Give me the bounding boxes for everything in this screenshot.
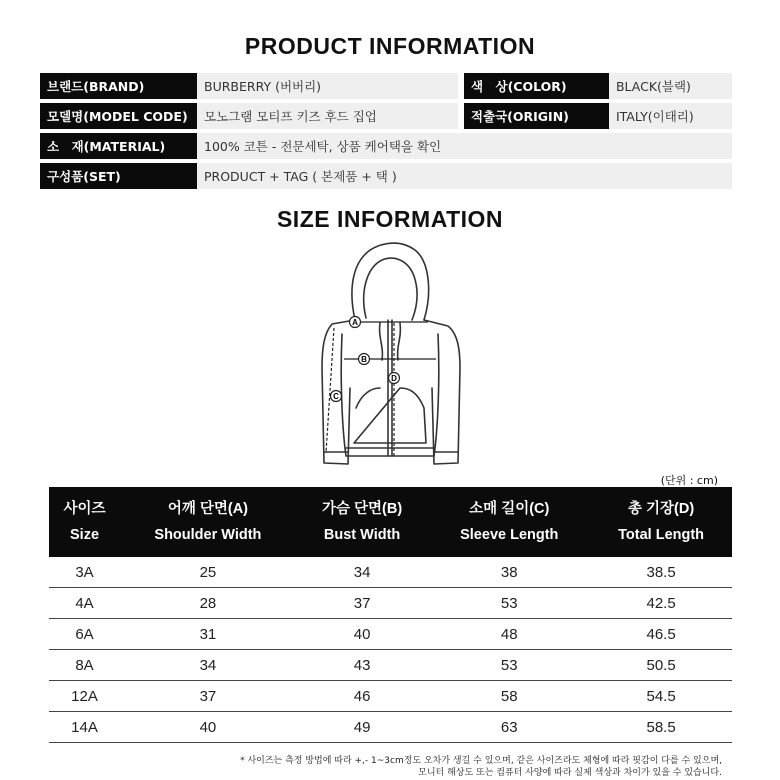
material-value: 100% 코튼 - 전문세탁, 상품 케어택을 확인 [197, 131, 732, 161]
table-row [49, 681, 732, 712]
table-row [49, 712, 732, 743]
cell-size: 3A [49, 557, 120, 588]
cell-sleeve: 58 [428, 681, 590, 712]
table-row [49, 619, 732, 650]
cell-bust: 43 [296, 650, 429, 681]
cell-total: 54.5 [590, 681, 732, 712]
marker-a-label: A [352, 318, 358, 327]
cell-sleeve: 48 [428, 619, 590, 650]
cell-shoulder: 31 [120, 619, 296, 650]
brand-label: 브랜드(BRAND) [40, 73, 197, 101]
info-row-model [40, 101, 732, 131]
size-table-header [49, 487, 732, 557]
cell-total: 50.5 [590, 650, 732, 681]
cell-total: 42.5 [590, 588, 732, 619]
size-table [49, 487, 732, 743]
cell-sleeve: 63 [428, 712, 590, 743]
table-row [49, 557, 732, 588]
header-total-length: 총 기장(D) Total Length [590, 487, 732, 557]
cell-size: 6A [49, 619, 120, 650]
header-sleeve: 소매 길이(C) Sleeve Length [428, 487, 590, 557]
hoodie-size-diagram [300, 238, 480, 470]
size-information-title: SIZE INFORMATION [276, 206, 504, 232]
model-value: 모노그램 모티프 키즈 후드 집업 [197, 101, 458, 131]
cell-size: 12A [49, 681, 120, 712]
cell-bust: 34 [296, 557, 429, 588]
cell-shoulder: 25 [120, 557, 296, 588]
cell-bust: 40 [296, 619, 429, 650]
unit-label: (단위 : cm) [660, 474, 718, 487]
cell-size: 4A [49, 588, 120, 619]
color-value: BLACK(블랙) [609, 73, 732, 101]
cell-shoulder: 34 [120, 650, 296, 681]
cell-bust: 46 [296, 681, 429, 712]
cell-bust: 37 [296, 588, 429, 619]
header-bust: 가슴 단면(B) Bust Width [296, 487, 429, 557]
brand-value: BURBERRY (버버리) [197, 73, 458, 101]
origin-value: ITALY(이태리) [609, 101, 732, 131]
info-row-material [40, 131, 732, 161]
model-label: 모델명(MODEL CODE) [40, 101, 197, 131]
set-label: 구성품(SET) [40, 161, 197, 189]
cell-total: 38.5 [590, 557, 732, 588]
header-size: 사이즈 Size [49, 487, 120, 557]
marker-c-label: C [333, 392, 339, 401]
cell-sleeve: 53 [428, 588, 590, 619]
origin-label: 적출국(ORIGIN) [464, 101, 609, 131]
table-row [49, 588, 732, 619]
cell-size: 8A [49, 650, 120, 681]
cell-total: 58.5 [590, 712, 732, 743]
cell-total: 46.5 [590, 619, 732, 650]
table-row [49, 650, 732, 681]
marker-b-label: B [361, 355, 367, 364]
product-info-table [40, 73, 732, 189]
cell-shoulder: 28 [120, 588, 296, 619]
cell-size: 14A [49, 712, 120, 743]
cell-sleeve: 38 [428, 557, 590, 588]
size-disclaimer-note: * 사이즈는 측정 방법에 따라 +,- 1~3cm정도 오차가 생길 수 있으며, 같은 사이즈라도 체형에 따라 핏감이 다를 수 있으며, 모니터 해상도 또는 컴퓨터 사양에 따라 실제 색상과 차이가 있을 수 있습니다. [240, 756, 722, 778]
cell-shoulder: 37 [120, 681, 296, 712]
info-row-brand [40, 73, 732, 101]
cell-shoulder: 40 [120, 712, 296, 743]
header-shoulder: 어깨 단면(A) Shoulder Width [120, 487, 296, 557]
cell-sleeve: 53 [428, 650, 590, 681]
info-row-set [40, 161, 732, 189]
product-information-title: PRODUCT INFORMATION [244, 33, 536, 59]
marker-d-label: D [391, 374, 397, 383]
color-label: 색 상(COLOR) [464, 73, 609, 101]
cell-bust: 49 [296, 712, 429, 743]
material-label: 소 재(MATERIAL) [40, 131, 197, 161]
set-value: PRODUCT + TAG ( 본제품 + 택 ) [197, 161, 732, 189]
